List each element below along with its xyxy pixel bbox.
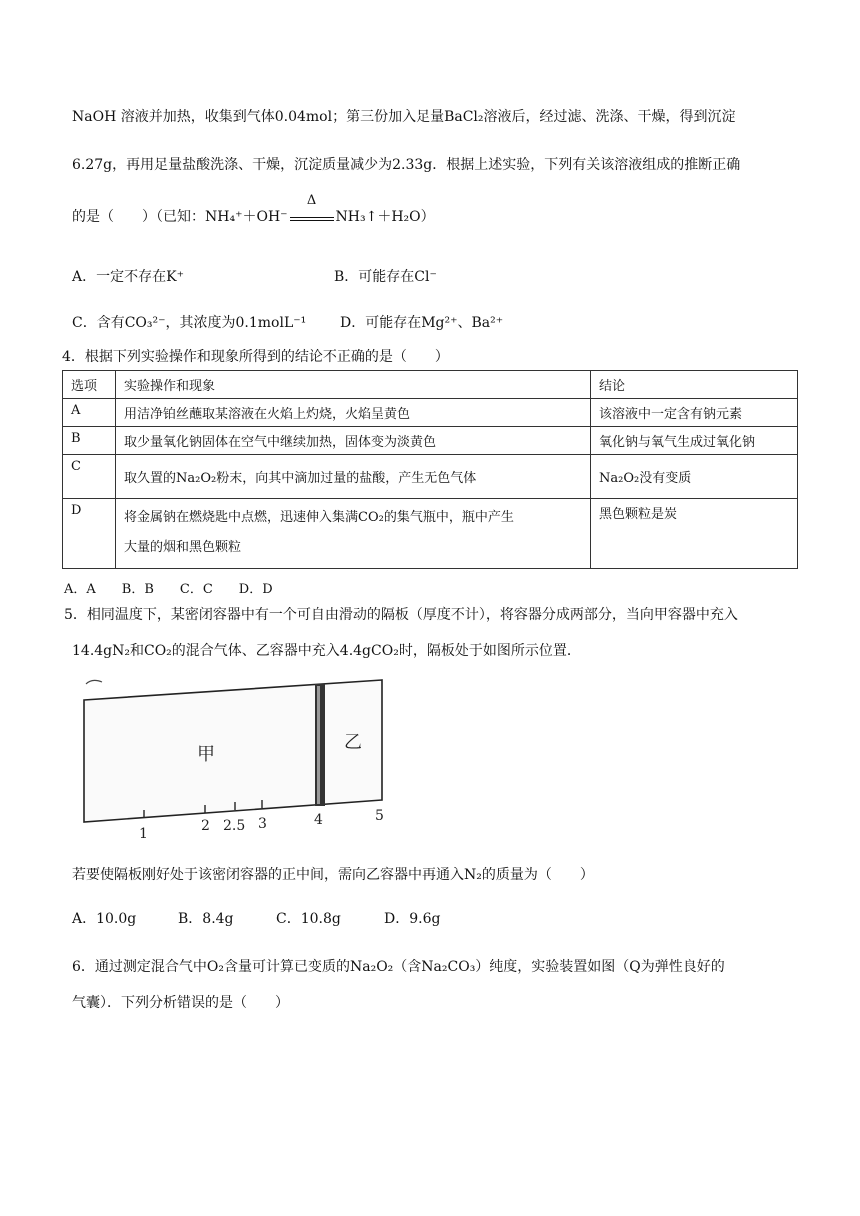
header-operation: 实验操作和现象 — [116, 371, 591, 399]
q5-option-a: A．10.0g — [72, 911, 137, 927]
container-figure — [72, 672, 392, 844]
q3-line-3-prefix: 的是（ ）（已知： — [72, 209, 205, 225]
row-operation: 用洁净铂丝蘸取某溶液在火焰上灼烧，火焰呈黄色 — [116, 399, 591, 427]
row-option: A — [63, 399, 116, 427]
row-operation-line-2: 大量的烟和黑色颗粒 — [124, 540, 242, 555]
row-option: D — [63, 499, 116, 569]
q3-line-2: 6.27g，再用足量盐酸洗涤、干燥，沉淀质量减少为2.33g．根据上述实验，下列有关该溶液组成的推断正确 — [72, 157, 741, 173]
q3-line-3-suffix: ） — [420, 209, 435, 225]
q3-option-b: B．可能存在Cl⁻ — [334, 269, 437, 285]
label-yi: 乙 — [344, 732, 362, 753]
tick-label: 2.5 — [223, 818, 246, 834]
q3-line-3 — [72, 193, 435, 226]
heat-symbol: Δ — [306, 193, 317, 208]
table-row — [63, 399, 798, 427]
tick-label: 3 — [258, 816, 267, 832]
q3-option-a: A．一定不存在K⁺ — [72, 269, 184, 285]
header-conclusion: 结论 — [591, 371, 798, 399]
row-operation — [116, 499, 591, 569]
tick-label: 1 — [139, 826, 148, 842]
table-header-row — [63, 371, 798, 399]
tick-label: 4 — [314, 812, 323, 828]
tick-label: 5 — [375, 808, 384, 824]
row-operation-line-1: 将金属钠在燃烧匙中点燃，迅速伸入集满CO₂的集气瓶中，瓶中产生 — [124, 510, 514, 525]
q5-option-d: D．9.6g — [384, 911, 441, 927]
table-row — [63, 455, 798, 499]
q3-option-d: D．可能存在Mg²⁺、Ba²⁺ — [340, 315, 504, 331]
q5-stem-line-2: 14.4gN₂和CO₂的混合气体、乙容器中充入4.4gCO₂时，隔板处于如图所示位置． — [72, 643, 581, 659]
q5-option-b: B．8.4g — [178, 911, 234, 927]
tick-label: 2 — [201, 818, 210, 834]
q3-equation-right: NH₃↑＋H₂O — [335, 209, 421, 225]
q4-answer-options: A．A B．B C．C D．D — [64, 582, 273, 597]
container-outline — [84, 680, 382, 822]
q3-option-c: C．含有CO₃²⁻，其浓度为0.1molL⁻¹ — [72, 315, 307, 331]
row-option: B — [63, 427, 116, 455]
q3-line-1: NaOH 溶液并加热，收集到气体0.04mol；第三份加入足量BaCl₂溶液后，经过滤、洗涤、干燥，得到沉淀 — [72, 109, 736, 125]
container-diagram — [72, 672, 392, 844]
q5-stem-line-1: 5．相同温度下，某密闭容器中有一个可自由滑动的隔板（厚度不计），将容器分成两部分，当向甲容器中充入 — [64, 607, 738, 623]
row-conclusion: 氧化钠与氧气生成过氧化钠 — [591, 427, 798, 455]
row-conclusion: Na₂O₂没有变质 — [591, 455, 798, 499]
q6-line-1: 6．通过测定混合气中O₂含量可计算已变质的Na₂O₂（含Na₂CO₃）纯度，实验装置如图（Q为弹性良好的 — [72, 959, 725, 975]
reaction-arrow — [290, 193, 334, 221]
header-option: 选项 — [63, 371, 116, 399]
row-option: C — [63, 455, 116, 499]
table-row — [63, 499, 798, 569]
q3-equation-left: NH₄⁺＋OH⁻ — [205, 209, 288, 225]
q5-question: 若要使隔板刚好处于该密闭容器的正中间，需向乙容器中再通入N₂的质量为（ ） — [72, 867, 594, 883]
row-conclusion: 黑色颗粒是炭 — [591, 499, 798, 569]
row-operation: 取久置的Na₂O₂粉末，向其中滴加过量的盐酸，产生无色气体 — [116, 455, 591, 499]
q4-stem: 4．根据下列实验操作和现象所得到的结论不正确的是（ ） — [62, 349, 449, 365]
label-jia: 甲 — [197, 744, 215, 765]
table-row — [63, 427, 798, 455]
experiment-table — [62, 370, 798, 569]
q5-option-c: C．10.8g — [276, 911, 341, 927]
row-conclusion: 该溶液中一定含有钠元素 — [591, 399, 798, 427]
q6-line-2: 气囊）．下列分析错误的是（ ） — [72, 995, 289, 1011]
row-operation: 取少量氧化钠固体在空气中继续加热，固体变为淡黄色 — [116, 427, 591, 455]
